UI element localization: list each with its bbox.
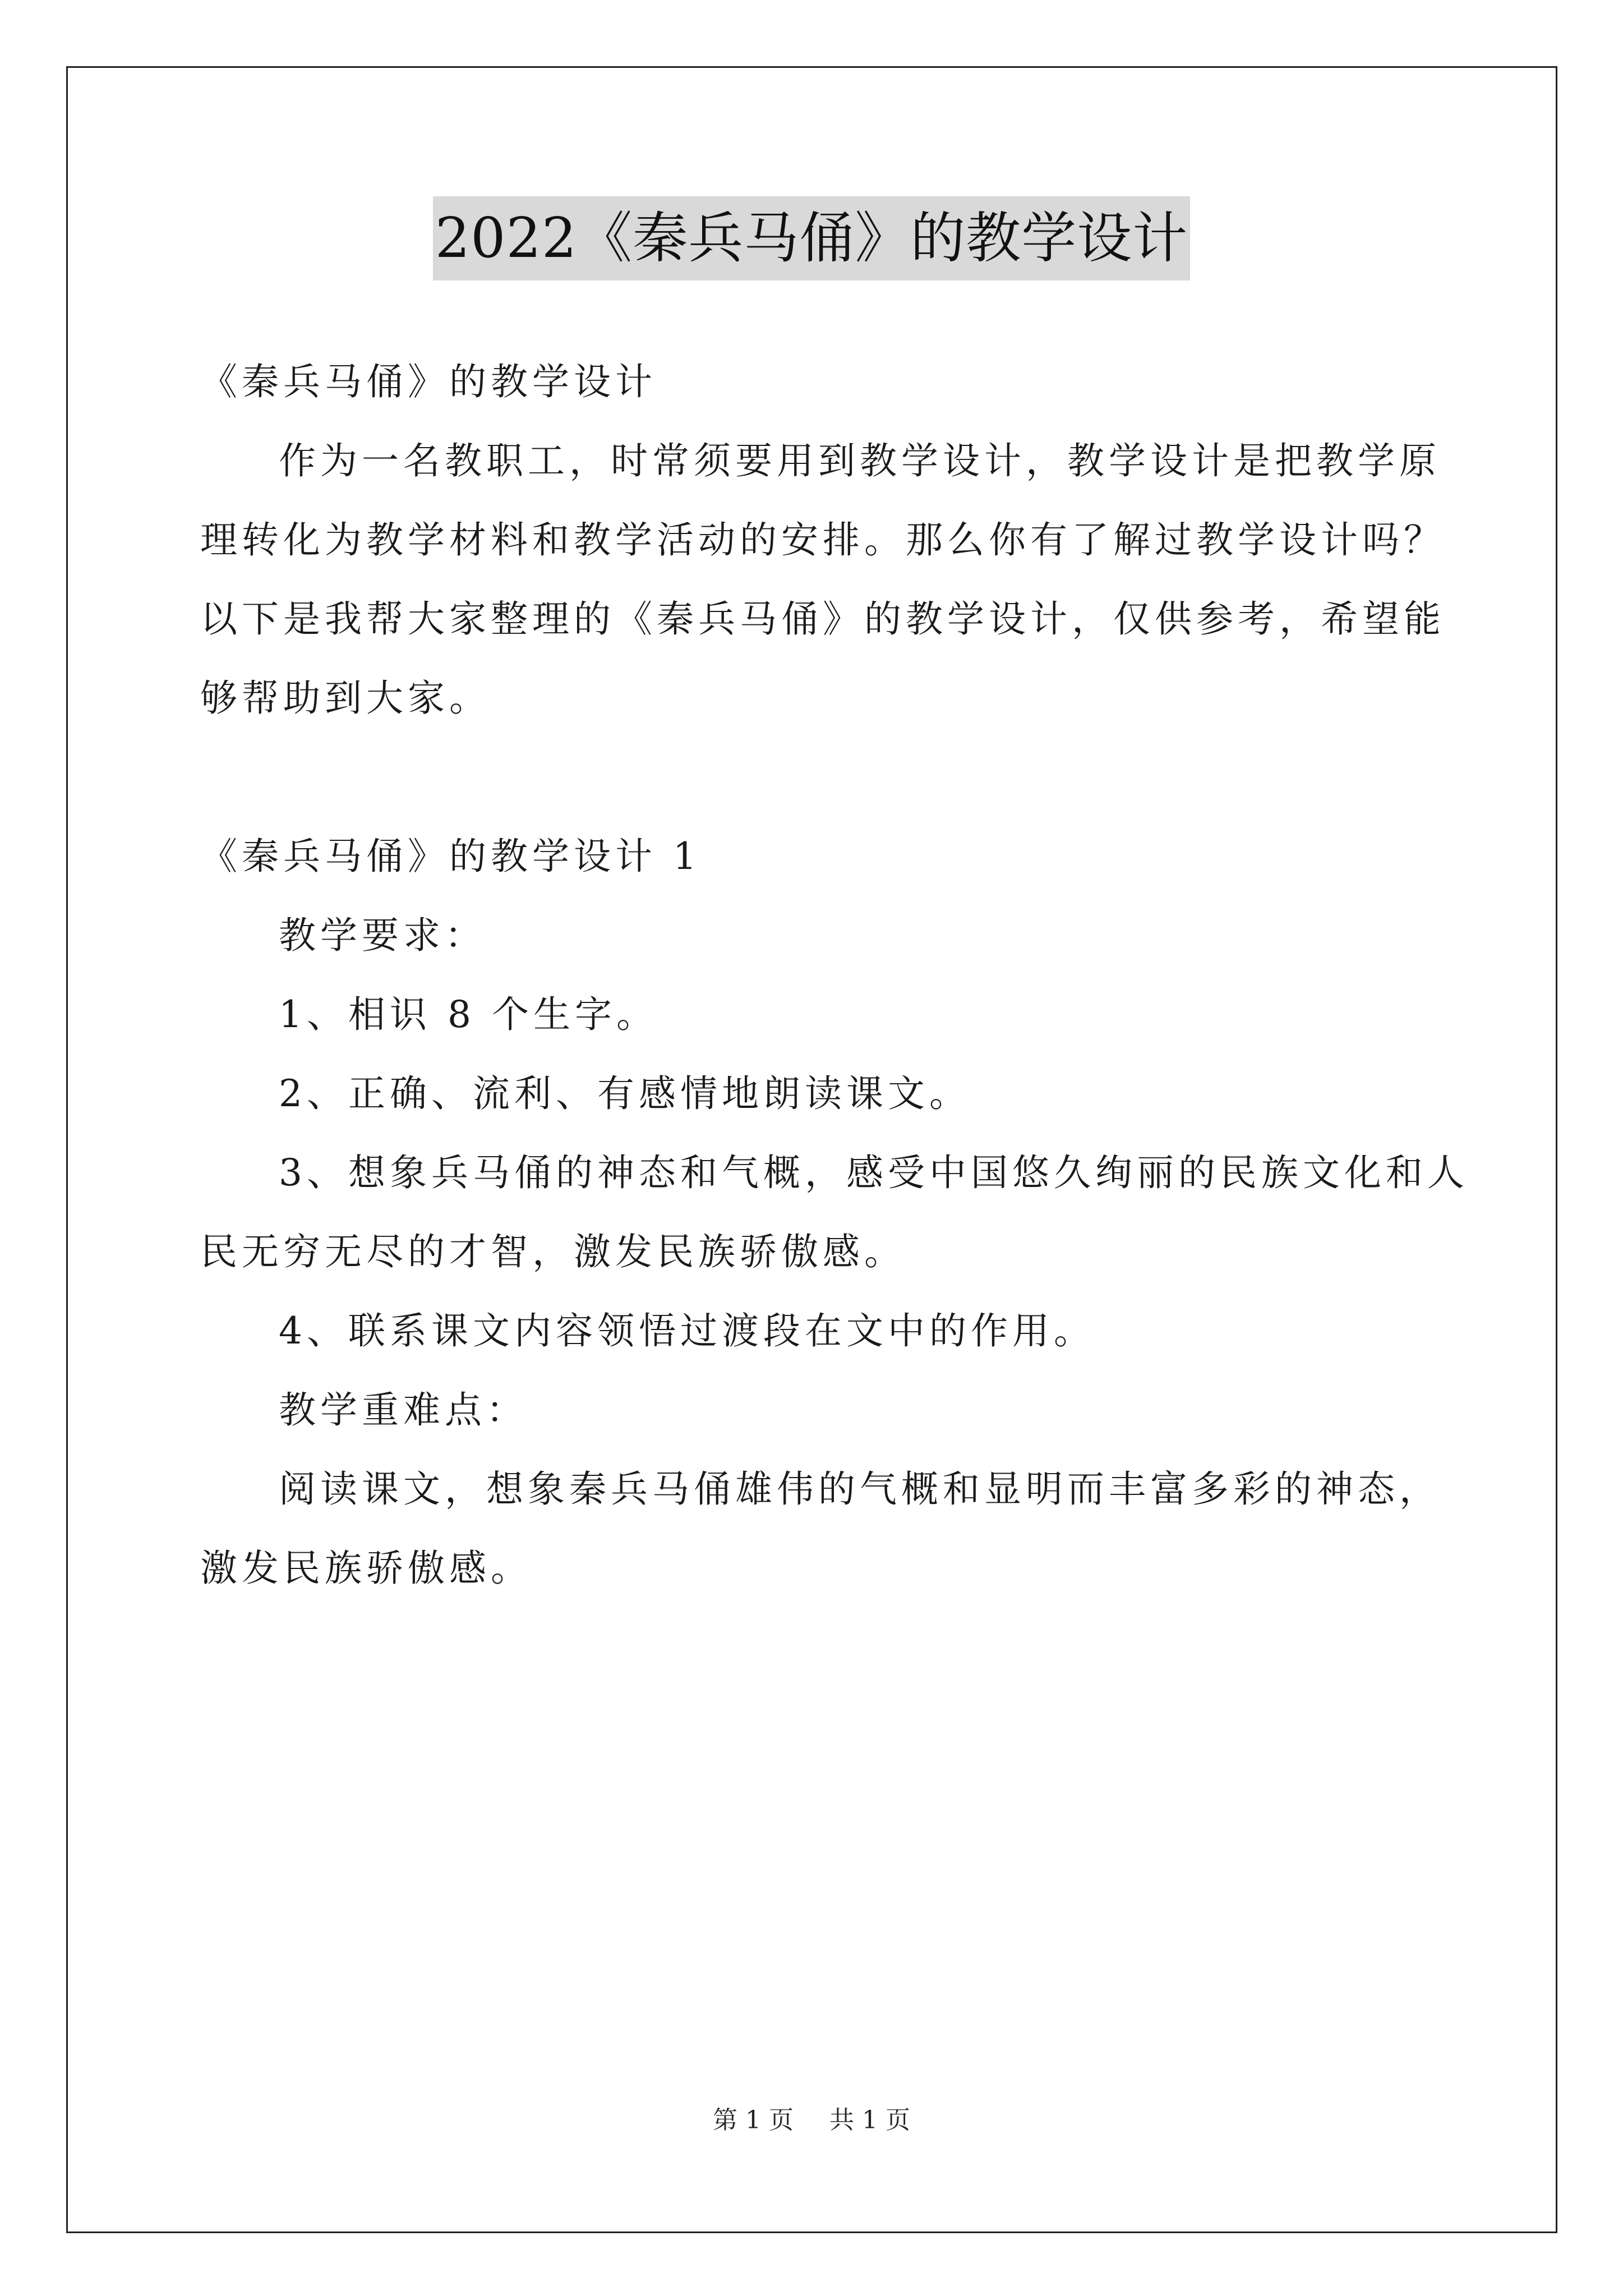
- page-footer: [0, 2104, 1623, 2137]
- paragraph-line: 教学要求：: [279, 914, 486, 957]
- subtitle-line: 《秦兵马俑》的教学设计: [200, 360, 657, 403]
- list-item: 2、正确、流利、有感情地朗读课文。: [279, 1072, 971, 1115]
- paragraph-line: 激发民族骄傲感。: [200, 1547, 532, 1590]
- paragraph-line: 理转化为教学材料和教学活动的安排。那么你有了解过教学设计吗？: [200, 518, 1445, 562]
- list-item: 4、联系课文内容领悟过渡段在文中的作用。: [279, 1309, 1095, 1352]
- page-number: 第 1 页: [713, 2106, 794, 2134]
- section-heading: 《秦兵马俑》的教学设计 1: [200, 835, 701, 878]
- paragraph-line: 阅读课文，想象秦兵马俑雄伟的气概和显明而丰富多彩的神态，: [279, 1467, 1441, 1511]
- page-total: 共 1 页: [829, 2106, 910, 2134]
- title-container: [0, 196, 1623, 280]
- document-body: [200, 342, 1469, 1608]
- list-item-continuation: 民无穷无尽的才智，激发民族骄傲感。: [200, 1230, 906, 1273]
- list-item: 3、想象兵马俑的神态和气概，感受中国悠久绚丽的民族文化和人: [279, 1151, 1469, 1194]
- paragraph-line: 教学重难点：: [279, 1388, 528, 1432]
- paragraph-line: 以下是我帮大家整理的《秦兵马俑》的教学设计，仅供参考，希望能: [200, 597, 1445, 641]
- paragraph-line: 够帮助到大家。: [200, 677, 491, 720]
- list-item: 1、相识 8 个生字。: [279, 993, 658, 1036]
- paragraph-line: 作为一名教职工，时常须要用到教学设计，教学设计是把教学原: [279, 439, 1441, 482]
- document-title: 2022《秦兵马俑》的教学设计: [433, 196, 1190, 280]
